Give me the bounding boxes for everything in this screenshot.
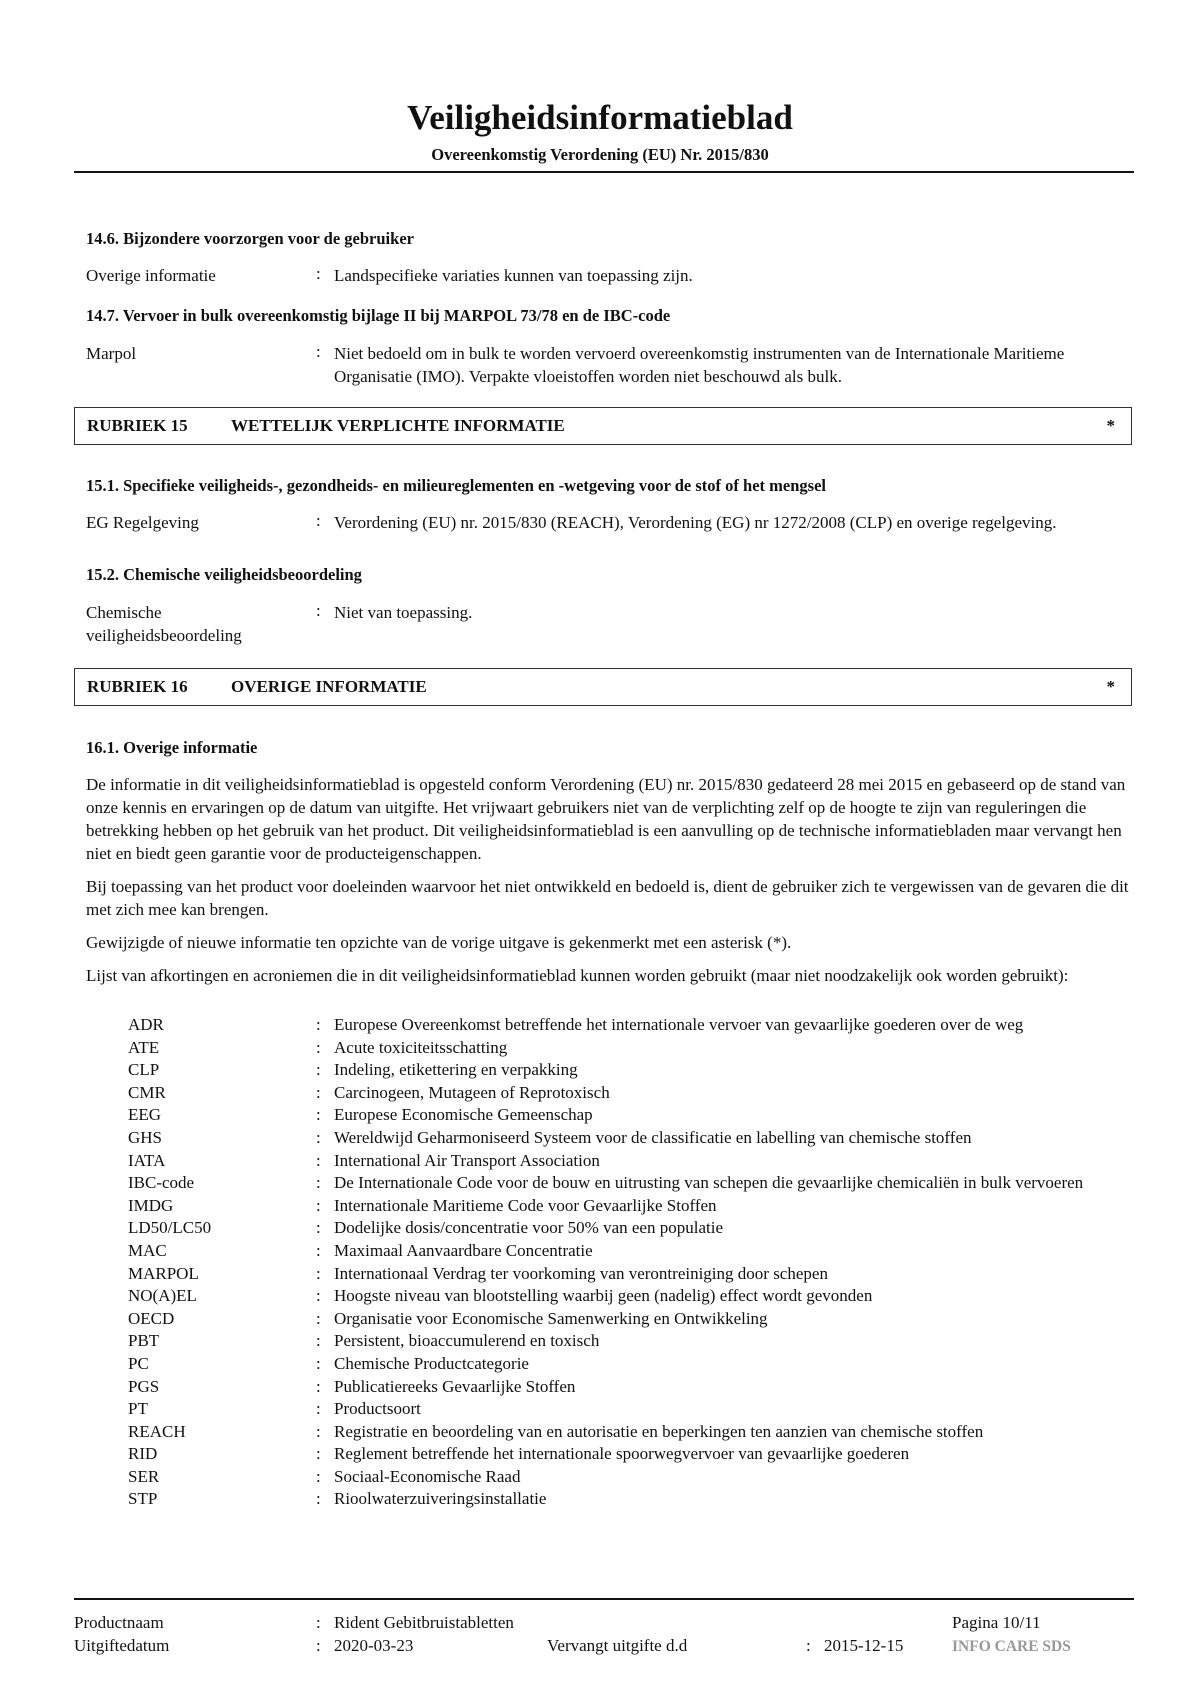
- abbreviation-code: MARPOL: [128, 1263, 199, 1283]
- field-label-chemische-veiligheidsbeoordeling: Chemische veiligheidsbeoordeling: [86, 603, 242, 645]
- field-separator: :: [316, 1636, 321, 1655]
- abbreviation-description: Sociaal-Economische Raad: [334, 1466, 521, 1486]
- field-separator: :: [316, 601, 321, 620]
- field-separator: :: [316, 264, 321, 283]
- abbreviation-code: IBC-code: [128, 1173, 195, 1193]
- abbreviation-description: Chemische Productcategorie: [334, 1353, 529, 1373]
- footer-page-number: Pagina 10/11: [952, 1613, 1041, 1632]
- abbreviation-description: Hoogste niveau van blootstelling waarbij geen (nadelig) effect wordt gevonden: [334, 1286, 873, 1306]
- field-label-overige-informatie: Overige informatie: [86, 266, 216, 285]
- rubriek-15-number: RUBRIEK 15: [87, 416, 188, 435]
- abbreviation-code: REACH: [128, 1421, 186, 1441]
- paragraph-abbreviations-intro: Lijst van afkortingen en acroniemen die in dit veiligheidsinformatieblad kunnen worden gebruikt (maar niet noodzakelijk ook worden gebruikt):: [86, 966, 1069, 985]
- abbreviation-description: Europese Economische Gemeenschap: [334, 1105, 593, 1125]
- abbreviation-code: ADR: [128, 1015, 164, 1034]
- abbreviation-description: Rioolwaterzuiveringsinstallatie: [334, 1489, 547, 1509]
- abbreviation-description: Acute toxiciteitsschatting: [334, 1037, 508, 1057]
- field-separator: :: [316, 1060, 321, 1080]
- rubriek-16-number: RUBRIEK 16: [87, 677, 188, 696]
- document-title: Veiligheidsinformatieblad: [407, 98, 793, 137]
- abbreviation-code: MAC: [128, 1240, 167, 1260]
- field-separator: :: [316, 1444, 321, 1464]
- abbreviation-description: De Internationale Code voor de bouw en uitrusting van schepen die gevaarlijke chemicaliën in bulk vervoeren: [334, 1173, 1084, 1193]
- abbreviation-description: Productsoort: [334, 1399, 421, 1419]
- abbreviation-code: NO(A)EL: [128, 1286, 197, 1306]
- field-separator: :: [316, 1421, 321, 1441]
- field-separator: :: [316, 1353, 321, 1373]
- paragraph-change-notice: Gewijzigde of nieuwe informatie ten opzichte van de vorige uitgave is gekenmerkt met een asterisk (*).: [86, 933, 792, 952]
- abbreviation-code: RID: [128, 1444, 158, 1464]
- field-separator: :: [316, 1240, 321, 1260]
- abbreviation-code: IATA: [128, 1150, 166, 1170]
- abbreviation-description: Indeling, etikettering en verpakking: [334, 1060, 578, 1080]
- abbreviation-description: Organisatie voor Economische Samenwerking en Ontwikkeling: [334, 1308, 768, 1328]
- field-separator: :: [316, 1308, 321, 1328]
- field-separator: :: [316, 1399, 321, 1419]
- section-15-2-heading: 15.2. Chemische veiligheidsbeoordeling: [86, 565, 362, 584]
- abbreviation-description: International Air Transport Association: [334, 1150, 600, 1170]
- field-value-overige-informatie: Landspecifieke variaties kunnen van toepassing zijn.: [334, 266, 693, 285]
- abbreviation-description: Publicatiereeks Gevaarlijke Stoffen: [334, 1376, 576, 1396]
- field-separator: :: [316, 1466, 321, 1486]
- abbreviation-description: Carcinogeen, Mutageen of Reprotoxisch: [334, 1082, 610, 1102]
- document-subtitle: Overeenkomstig Verordening (EU) Nr. 2015/830: [431, 145, 769, 164]
- abbreviation-code: PC: [128, 1353, 149, 1373]
- abbreviation-code: OECD: [128, 1308, 175, 1328]
- abbreviation-code: PGS: [128, 1376, 160, 1396]
- footer-replaces-label: Vervangt uitgifte d.d: [547, 1636, 688, 1655]
- abbreviation-description: Dodelijke dosis/concentratie voor 50% van een populatie: [334, 1218, 723, 1238]
- section-15-1-heading: 15.1. Specifieke veiligheids-, gezondheids- en milieureglementen en -wetgeving voor de stof of het mengsel: [86, 476, 826, 495]
- field-separator: :: [316, 1127, 321, 1147]
- field-separator: :: [316, 342, 321, 361]
- field-separator: :: [316, 1331, 321, 1351]
- abbreviation-code: SER: [128, 1466, 160, 1486]
- section-16-1-heading: 16.1. Overige informatie: [86, 738, 258, 757]
- abbreviation-description: Europese Overeenkomst betreffende het internationale vervoer van gevaarlijke goederen over de weg: [334, 1015, 1024, 1034]
- field-separator: :: [316, 1489, 321, 1509]
- abbreviation-description: Internationale Maritieme Code voor Gevaarlijke Stoffen: [334, 1195, 717, 1215]
- footer-date-value: 2020-03-23: [334, 1636, 414, 1655]
- field-separator: :: [316, 1263, 321, 1283]
- footer-product-value: Rident Gebitbruistabletten: [334, 1613, 514, 1632]
- abbreviation-description: Maximaal Aanvaardbare Concentratie: [334, 1240, 593, 1260]
- section-14-7-heading: 14.7. Vervoer in bulk overeenkomstig bijlage II bij MARPOL 73/78 en de IBC-code: [86, 306, 671, 325]
- abbreviation-code: CLP: [128, 1060, 160, 1080]
- field-separator: :: [316, 1286, 321, 1306]
- footer-divider: [74, 1598, 1134, 1600]
- abbreviation-code: IMDG: [128, 1195, 174, 1215]
- abbreviation-code: GHS: [128, 1127, 163, 1147]
- field-separator: :: [806, 1636, 811, 1655]
- field-value-chemische-veiligheidsbeoordeling: Niet van toepassing.: [334, 603, 473, 622]
- abbreviation-code: CMR: [128, 1082, 166, 1102]
- abbreviation-code: PBT: [128, 1331, 160, 1351]
- abbreviation-code: LD50/LC50: [128, 1218, 212, 1238]
- field-value-eg-regelgeving: Verordening (EU) nr. 2015/830 (REACH), Verordening (EG) nr 1272/2008 (CLP) en overige regelgeving.: [334, 513, 1057, 532]
- footer-product-label: Productnaam: [74, 1613, 164, 1632]
- rubriek-16-header: [74, 668, 1132, 706]
- abbreviation-description: Registratie en beoordeling van en autorisatie en beperkingen ten aanzien van chemische stoffen: [334, 1421, 984, 1441]
- field-label-eg-regelgeving: EG Regelgeving: [86, 513, 199, 532]
- field-separator: :: [316, 1037, 321, 1057]
- field-separator: :: [316, 1105, 321, 1125]
- paragraph-disclaimer: De informatie in dit veiligheidsinformatieblad is opgesteld conform Verordening (EU) nr. 2015/830 gedateerd 28 mei 2015 en gebaseerd op de stand van onze kennis en ervaringen op de datum van uitgifte. Het vrijwaart gebruikers niet van de verplichting zelf op de hoogte te zijn van reguleringen die betrekking hebben op het gebruik van het product. Dit veiligheidsinformatieblad is een aanvulling op de technische informatiebladen maar vervangt hen niet en biedt geen garantie voor de producteigenschappen.: [86, 775, 1126, 863]
- field-separator: :: [316, 1218, 321, 1238]
- abbreviation-description: Internationaal Verdrag ter voorkoming van verontreiniging door schepen: [334, 1263, 828, 1283]
- paragraph-usage-warning: Bij toepassing van het product voor doeleinden waarvoor het niet ontwikkeld en bedoeld is, dient de gebruiker zich te vergewissen van de gevaren die dit met zich mee kan brengen.: [86, 877, 1129, 919]
- field-separator: :: [316, 1173, 321, 1193]
- abbreviation-code: STP: [128, 1489, 158, 1509]
- abbreviation-description: Reglement betreffende het internationale spoorwegvervoer van gevaarlijke goederen: [334, 1444, 910, 1464]
- footer-replaces-value: 2015-12-15: [824, 1636, 904, 1655]
- abbreviation-code: ATE: [128, 1037, 160, 1057]
- footer-brand: INFO CARE SDS: [952, 1638, 1071, 1655]
- field-separator: :: [316, 1195, 321, 1215]
- rubriek-16-title: OVERIGE INFORMATIE: [231, 677, 427, 696]
- field-separator: :: [316, 511, 321, 530]
- field-label-marpol: Marpol: [86, 344, 137, 363]
- field-separator: :: [316, 1376, 321, 1396]
- header-divider: [74, 171, 1134, 173]
- rubriek-16-change-marker: *: [1106, 677, 1115, 696]
- rubriek-15-title: WETTELIJK VERPLICHTE INFORMATIE: [231, 416, 565, 435]
- abbreviation-description: Persistent, bioaccumulerend en toxisch: [334, 1331, 600, 1351]
- footer-date-label: Uitgiftedatum: [74, 1636, 170, 1655]
- abbreviation-code: EEG: [128, 1105, 162, 1125]
- abbreviation-code: PT: [128, 1399, 148, 1419]
- section-16-1-body: [86, 773, 1136, 987]
- field-separator: :: [316, 1150, 321, 1170]
- field-separator: :: [316, 1082, 321, 1102]
- field-value-marpol: Niet bedoeld om in bulk te worden vervoerd overeenkomstig instrumenten van de Internationale Maritieme Organisatie (IMO). Verpakte vloeistoffen worden niet beschouwd als bulk.: [334, 344, 1065, 386]
- field-separator: :: [316, 1613, 321, 1632]
- abbreviation-description: Wereldwijd Geharmoniseerd Systeem voor de classificatie en labelling van chemische stoffen: [334, 1127, 972, 1147]
- section-14-6-heading: 14.6. Bijzondere voorzorgen voor de gebruiker: [86, 229, 414, 248]
- rubriek-15-header: [74, 407, 1132, 445]
- rubriek-15-change-marker: *: [1106, 416, 1115, 435]
- field-separator: :: [316, 1015, 321, 1034]
